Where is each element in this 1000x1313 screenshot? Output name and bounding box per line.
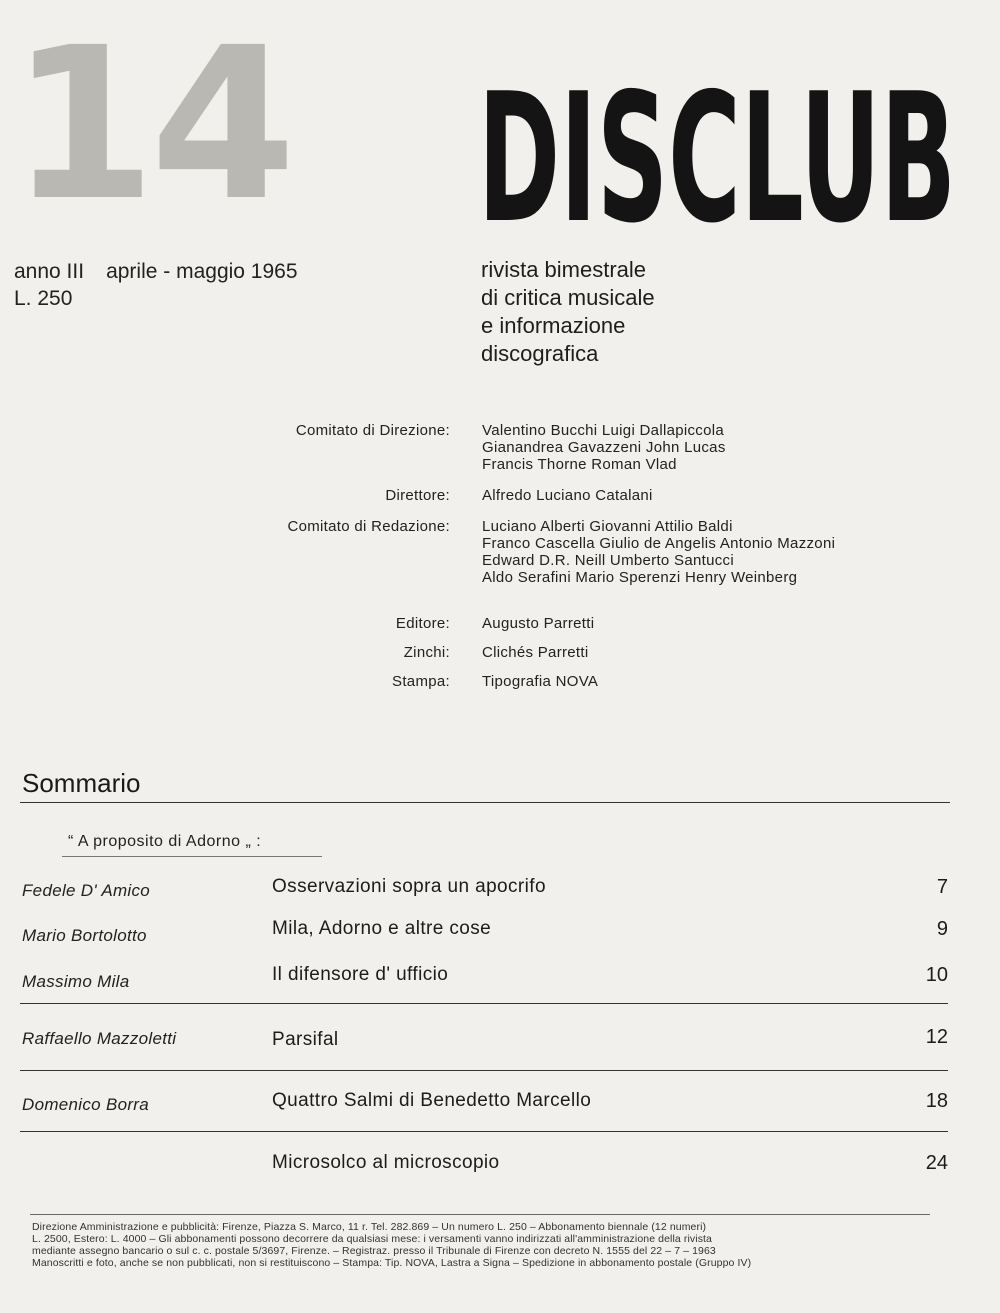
subheading-underline bbox=[62, 856, 322, 857]
tagline bbox=[481, 256, 655, 368]
divider bbox=[20, 1131, 948, 1132]
credit-name: Tipografia NOVA bbox=[482, 673, 599, 690]
credit-name: Augusto Parretti bbox=[482, 615, 595, 632]
credit-name: Aldo Serafini Mario Sperenzi Henry Weinberg bbox=[482, 569, 798, 586]
credit-label: Comitato di Direzione: bbox=[295, 422, 450, 439]
credit-values bbox=[482, 615, 594, 632]
credit-values bbox=[482, 422, 726, 473]
tagline-line: rivista bimestrale bbox=[481, 257, 647, 282]
toc-title: Parsifal bbox=[272, 1029, 339, 1050]
credit-name: Gianandrea Gavazzeni John Lucas bbox=[482, 439, 726, 456]
credit-label: Editore: bbox=[395, 615, 450, 632]
tagline-line: di critica musicale bbox=[481, 285, 655, 310]
footer-divider bbox=[30, 1214, 930, 1215]
footer-line: L. 2500, Estero: L. 4000 – Gli abbonamenti possono decorrere da qualsiasi mese: i versamenti vanno indirizzati all'amministrazione della rivista bbox=[32, 1233, 713, 1245]
credit-values bbox=[482, 487, 653, 504]
credit-label: Zinchi: bbox=[403, 644, 450, 661]
toc-author: Domenico Borra bbox=[22, 1095, 150, 1114]
credit-name: Luciano Alberti Giovanni Attilio Baldi bbox=[482, 518, 733, 535]
credit-name: Edward D.R. Neill Umberto Santucci bbox=[482, 552, 734, 569]
credit-values bbox=[482, 673, 598, 690]
divider bbox=[20, 1070, 948, 1071]
masthead-logo bbox=[478, 50, 958, 262]
toc-title: Quattro Salmi di Benedetto Marcello bbox=[272, 1090, 592, 1111]
toc-page-number: 24 bbox=[925, 1152, 948, 1174]
toc-title: Microsolco al microscopio bbox=[272, 1152, 500, 1173]
tagline-line: e informazione bbox=[481, 313, 626, 338]
toc-author: Fedele D' Amico bbox=[22, 881, 151, 900]
toc-page-number: 7 bbox=[936, 876, 948, 898]
credit-name: Valentino Bucchi Luigi Dallapiccola bbox=[482, 422, 725, 439]
toc-page-number: 18 bbox=[925, 1090, 948, 1112]
credit-name: Alfredo Luciano Catalani bbox=[482, 487, 653, 504]
tagline-line: discografica bbox=[481, 341, 599, 366]
credit-name: Clichés Parretti bbox=[482, 644, 589, 661]
toc-author: Raffaello Mazzoletti bbox=[22, 1029, 177, 1048]
toc-page-number: 12 bbox=[925, 1026, 948, 1048]
toc-author: Mario Bortolotto bbox=[22, 926, 147, 945]
credit-label: Comitato di Redazione: bbox=[287, 518, 450, 535]
footer-line: Manoscritti e foto, anche se non pubblicati, non si restituiscono – Stampa: Tip. NOVA, Lastra a Signa – Spedizione in abbonamento postale (Gruppo IV) bbox=[32, 1257, 752, 1269]
issue-price: L. 250 bbox=[14, 287, 73, 310]
volume-year: anno III bbox=[14, 260, 85, 283]
credit-name: Francis Thorne Roman Vlad bbox=[482, 456, 677, 473]
masthead-text: DISCLUB bbox=[478, 55, 956, 262]
toc-title: Il difensore d' ufficio bbox=[272, 964, 449, 985]
footer-line: mediante assegno bancario o sul c. c. postale 5/3697, Firenze. – Registraz. presso il Tribunale di Firenze con decreto N. 1555 del 22 – 7 – 1963 bbox=[32, 1245, 716, 1257]
toc-page-number: 9 bbox=[936, 918, 948, 940]
divider bbox=[20, 1003, 948, 1004]
toc-page-number: 10 bbox=[925, 964, 948, 986]
toc-title: Osservazioni sopra un apocrifo bbox=[272, 876, 546, 897]
credit-label: Direttore: bbox=[385, 487, 450, 504]
publisher-footer bbox=[32, 1221, 932, 1269]
issue-date: aprile - maggio 1965 bbox=[106, 260, 298, 283]
issue-number: 14 bbox=[10, 2, 291, 247]
issue-meta bbox=[14, 258, 320, 312]
credit-values bbox=[482, 518, 835, 586]
toc-title: Mila, Adorno e altre cose bbox=[272, 918, 492, 939]
sommario-title: Sommario bbox=[22, 768, 141, 798]
credit-name: Franco Cascella Giulio de Angelis Antonio Mazzoni bbox=[482, 535, 836, 552]
toc-author: Massimo Mila bbox=[22, 972, 130, 991]
divider bbox=[20, 802, 950, 803]
credit-values bbox=[482, 644, 589, 661]
credit-label: Stampa: bbox=[392, 673, 450, 690]
footer-line: Direzione Amministrazione e pubblicità: Firenze, Piazza S. Marco, 11 r. Tel. 282.869 – Un numero L. 250 – Abbonamento biennale (12 numeri) bbox=[32, 1221, 707, 1233]
section-subheading: “ A proposito di Adorno „ : bbox=[68, 833, 262, 850]
